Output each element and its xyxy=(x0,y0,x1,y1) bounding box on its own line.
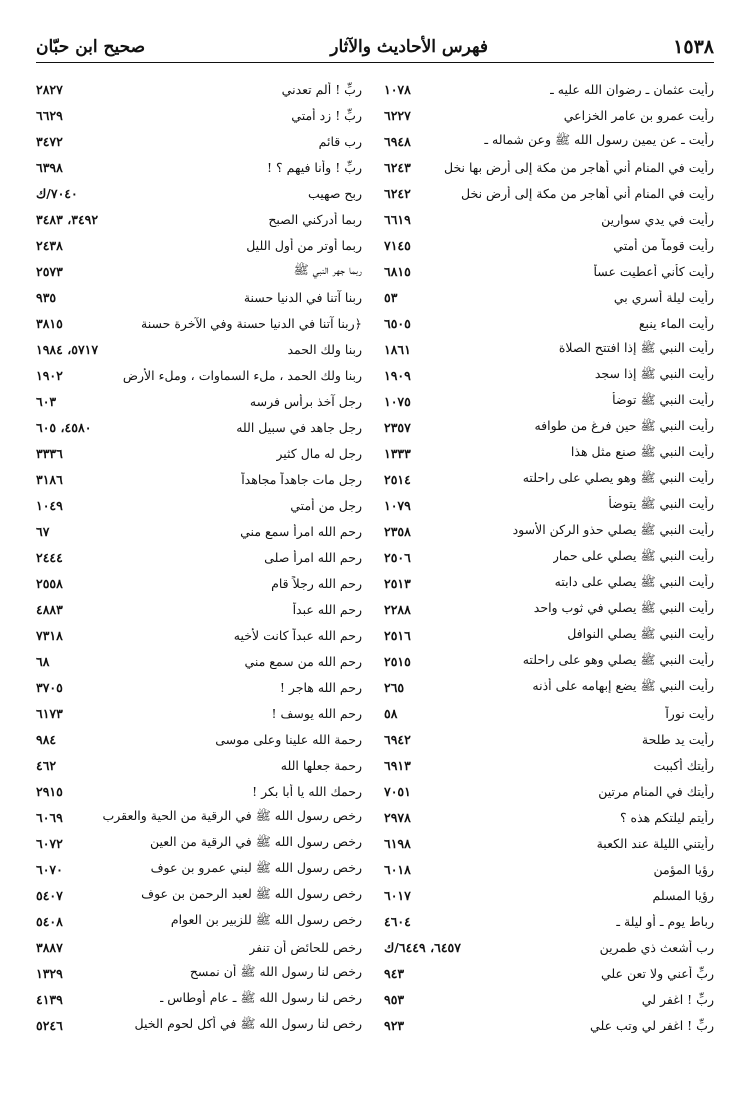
entry-number: ٦٠٧٢ xyxy=(36,835,63,851)
entry-number: ٣٣٣٦ xyxy=(36,445,63,461)
entry-text: رب أشعث ذي طمرين xyxy=(599,939,714,955)
entry-number: ٥٧١٧، ١٩٨٤ xyxy=(36,341,99,357)
entry-number: ٢٥١٦ xyxy=(384,627,411,643)
index-entry xyxy=(384,310,714,336)
entry-number: ٩٨٤ xyxy=(36,731,57,747)
entry-number: ٦١٩٨ xyxy=(384,835,411,851)
entry-text: رأيت النبي ﷺ صنع مثل هذا xyxy=(570,443,714,459)
entry-text: رأيت النبي ﷺ يضع إبهامه على أذنه xyxy=(532,677,714,693)
index-entry xyxy=(36,76,362,102)
index-entry xyxy=(384,258,714,284)
entry-text: ربِّ ! وأنا فيهم ؟ ! xyxy=(267,159,362,175)
entry-number: ٣٤٩٢، ٣٤٨٣ xyxy=(36,211,99,227)
index-entry xyxy=(36,882,362,908)
book-title: صحيح ابن حبّان xyxy=(36,37,146,57)
index-entry xyxy=(384,830,714,856)
right-index-column xyxy=(384,76,714,1038)
entry-number: ١٠٧٥ xyxy=(384,393,411,409)
index-entry xyxy=(384,570,714,596)
entry-number: ٩٢٣ xyxy=(384,1017,405,1033)
index-entry xyxy=(384,492,714,518)
entry-number: ٥٨ xyxy=(384,705,398,721)
entry-text: رحم الله امرأ سمع مني xyxy=(240,523,362,539)
entry-number: ١٣٢٩ xyxy=(36,965,63,981)
index-entry xyxy=(384,752,714,778)
entry-number: ٦٠١٨ xyxy=(384,861,411,877)
entry-text: رحم الله يوسف ! xyxy=(271,705,362,721)
entry-text: رؤيا المسلم xyxy=(652,887,714,903)
index-entry xyxy=(36,856,362,882)
entry-number: ٢٩١٥ xyxy=(36,783,63,799)
index-entry xyxy=(36,1012,362,1038)
entry-number: ٦٤٥٧، ٦٤٤٩/ك xyxy=(384,939,461,955)
entry-number: ٩٤٣ xyxy=(384,965,405,981)
index-entry xyxy=(36,206,362,232)
index-entry xyxy=(384,518,714,544)
entry-text: ربِّ أعني ولا تعن علي xyxy=(600,965,714,981)
header-divider xyxy=(36,62,714,63)
entry-text: رأيت عثمان ـ رضوان الله عليه ـ xyxy=(550,81,714,97)
index-entry xyxy=(36,830,362,856)
index-entry xyxy=(384,154,714,180)
entry-text: رأيت في المنام أني أهاجر من مكة إلى أرض بها نخل xyxy=(444,159,714,175)
entry-text: رأيت ـ عن يمين رسول الله ﷺ وعن شماله ـ xyxy=(484,131,714,147)
page-number: ١٥٣٨ xyxy=(673,36,714,58)
entry-text: ربما أدركني الصبح xyxy=(268,211,362,227)
index-entry xyxy=(36,778,362,804)
index-entry xyxy=(384,882,714,908)
entry-text: رحمة الله علينا وعلى موسى xyxy=(215,731,362,747)
index-title: فهرس الأحاديث والآثار xyxy=(330,37,489,57)
entry-text: رأيت نوراً xyxy=(665,705,714,721)
index-entry xyxy=(384,960,714,986)
index-entry xyxy=(384,596,714,622)
entry-number: ١٩٠٩ xyxy=(384,367,411,383)
index-entry xyxy=(36,804,362,830)
entry-text: ربنا ولك الحمد ، ملء السماوات ، وملء الأرض xyxy=(122,367,362,383)
entry-text: رحم الله هاجر ! xyxy=(279,679,362,695)
entry-text: رأيت النبي ﷺ يصلي على حمار xyxy=(552,547,714,563)
entry-number: ٤٦٠٤ xyxy=(384,913,411,929)
index-entry xyxy=(36,570,362,596)
index-entry xyxy=(36,648,362,674)
index-entry xyxy=(36,102,362,128)
entry-number: ٦٩٤٢ xyxy=(384,731,411,747)
entry-text: رخص لنا رسول الله ﷺ في أكل لحوم الخيل xyxy=(134,1015,362,1031)
entry-number: ٦٣٩٨ xyxy=(36,159,63,175)
entry-number: ١٠٤٩ xyxy=(36,497,63,513)
index-entry xyxy=(384,934,714,960)
entry-number: ١٠٧٩ xyxy=(384,497,411,513)
index-entry xyxy=(36,934,362,960)
index-entry xyxy=(384,778,714,804)
entry-text: رجل من أمتي xyxy=(290,497,362,513)
index-entry xyxy=(36,310,362,336)
entry-text: رخص رسول الله ﷺ لبني عمرو بن عوف xyxy=(150,859,362,875)
entry-number: ٢٣٥٨ xyxy=(384,523,411,539)
index-entry xyxy=(36,960,362,986)
entry-text: رأيت في المنام أني أهاجر من مكة إلى أرض نخل xyxy=(461,185,714,201)
entry-number: ٧١٤٥ xyxy=(384,237,411,253)
entry-text: ربِّ ! اغفر لي xyxy=(641,991,714,1007)
entry-text: رخص رسول الله ﷺ في الرقية من الحية والعقرب xyxy=(102,807,362,823)
entry-number: ٧٠٥١ xyxy=(384,783,411,799)
index-entry xyxy=(36,154,362,180)
page-header xyxy=(36,34,714,60)
index-entry xyxy=(36,180,362,206)
entry-text: رأيت النبي ﷺ إذا افتتح الصلاة xyxy=(558,339,714,355)
index-entry xyxy=(36,128,362,154)
index-entry xyxy=(384,128,714,154)
index-entry xyxy=(36,752,362,778)
entry-text: رحم الله عبداً xyxy=(292,601,362,617)
index-entry xyxy=(36,362,362,388)
entry-number: ٢٤٣٨ xyxy=(36,237,63,253)
entry-text: رأيتني الليلة عند الكعبة xyxy=(596,835,714,851)
entry-number: ٥٢٤٦ xyxy=(36,1017,63,1033)
entry-text: رخص رسول الله ﷺ لعبد الرحمن بن عوف xyxy=(141,885,362,901)
index-entry xyxy=(384,206,714,232)
entry-number: ١٠٧٨ xyxy=(384,81,411,97)
index-entry xyxy=(384,336,714,362)
entry-text: رجل آخذ برأس فرسه xyxy=(249,393,362,409)
entry-number: ٣١٨٦ xyxy=(36,471,63,487)
index-entry xyxy=(36,518,362,544)
entry-number: ٢٥١٣ xyxy=(384,575,411,591)
entry-text: رخص رسول الله ﷺ في الرقية من العين xyxy=(150,833,362,849)
entry-number: ١٣٣٣ xyxy=(384,445,411,461)
entry-number: ٤٥٨٠، ٦٠٥ xyxy=(36,419,92,435)
entry-text: رحم الله امرأ صلى xyxy=(264,549,362,565)
index-entry xyxy=(36,596,362,622)
index-entry xyxy=(36,414,362,440)
index-entry xyxy=(384,388,714,414)
entry-number: ٢٦٥ xyxy=(384,679,405,695)
entry-number: ٦٢٤٢ xyxy=(384,185,411,201)
entry-text: رأيت ليلة أسري بي xyxy=(613,289,714,305)
entry-text: رجل له مال كثير xyxy=(276,445,362,461)
entry-text: رخص رسول الله ﷺ للزبير بن العوام xyxy=(170,911,362,927)
entry-number: ٦٦١٩ xyxy=(384,211,411,227)
entry-text: رأيت يد طلحة xyxy=(641,731,714,747)
index-entry xyxy=(384,986,714,1012)
index-entry xyxy=(384,414,714,440)
entry-text: رأيت النبي ﷺ يصلي في ثوب واحد xyxy=(533,599,714,615)
entry-number: ٢٥١٤ xyxy=(384,471,411,487)
entry-text: رؤيا المؤمن xyxy=(653,861,714,877)
index-entry xyxy=(36,336,362,362)
entry-text: رخص لنا رسول الله ﷺ ـ عام أوطاس ـ xyxy=(159,989,362,1005)
index-entry xyxy=(36,232,362,258)
entry-number: ٧٠٤٠/ك xyxy=(36,185,78,201)
entry-text: ربما جهر النبي ﷺ xyxy=(293,261,362,277)
entry-text: ﴿ربنا آتنا في الدنيا حسنة وفي الآخرة حسنة xyxy=(141,315,362,331)
entry-text: رأيت في يدي سوارين xyxy=(601,211,714,227)
entry-text: رحم الله رجلاً قام xyxy=(271,575,362,591)
entry-text: ربنا آتنا في الدنيا حسنة xyxy=(243,289,362,305)
entry-text: ربنا ولك الحمد xyxy=(287,341,362,357)
index-entry xyxy=(384,674,714,700)
index-entry xyxy=(36,466,362,492)
entry-number: ٢٨٢٧ xyxy=(36,81,63,97)
entry-number: ٦٠١٧ xyxy=(384,887,411,903)
index-entry xyxy=(384,856,714,882)
entry-number: ١٩٠٢ xyxy=(36,367,63,383)
entry-number: ٢٤٤٤ xyxy=(36,549,63,565)
index-entry xyxy=(384,700,714,726)
index-entry xyxy=(36,388,362,414)
entry-text: رخص للحائض أن تنفر xyxy=(249,939,362,955)
entry-text: ربِّ ! زد أمتي xyxy=(291,107,362,123)
entry-text: رأيت النبي ﷺ وهو يصلي على راحلته xyxy=(522,469,714,485)
entry-number: ٦٩١٣ xyxy=(384,757,411,773)
entry-text: رحمة جعلها الله xyxy=(280,757,362,773)
entry-text: رباط يوم ـ أو ليلة ـ xyxy=(616,913,714,929)
index-entry xyxy=(384,362,714,388)
entry-number: ٩٣٥ xyxy=(36,289,57,305)
entry-text: رأيت النبي ﷺ توضأ xyxy=(612,391,714,407)
entry-number: ٦٨١٥ xyxy=(384,263,411,279)
index-entry xyxy=(36,284,362,310)
index-entry xyxy=(36,986,362,1012)
entry-number: ٦٨ xyxy=(36,653,50,669)
index-entry xyxy=(36,700,362,726)
index-entry xyxy=(36,440,362,466)
entry-number: ٦٢٤٣ xyxy=(384,159,411,175)
entry-text: رأيت النبي ﷺ حين فرغ من طوافه xyxy=(534,417,714,433)
entry-number: ٥٤٠٧ xyxy=(36,887,63,903)
entry-text: ربما أوتر من أول الليل xyxy=(246,237,362,253)
index-entry xyxy=(384,544,714,570)
entry-text: رأيت النبي ﷺ يصلي وهو على راحلته xyxy=(522,651,714,667)
index-entry xyxy=(384,466,714,492)
entry-text: رأيت عمرو بن عامر الخزاعي xyxy=(563,107,714,123)
entry-number: ٣٨١٥ xyxy=(36,315,63,331)
index-entry xyxy=(36,908,362,934)
entry-number: ٤٦٢ xyxy=(36,757,57,773)
entry-text: رحمك الله يا أبا بكر ! xyxy=(252,783,362,799)
index-entry xyxy=(384,804,714,830)
index-entry xyxy=(384,908,714,934)
entry-text: رأيتم ليلتكم هذه ؟ xyxy=(619,809,714,825)
entry-text: رخص لنا رسول الله ﷺ أن نمسح xyxy=(189,963,362,979)
entry-number: ٤١٣٩ xyxy=(36,991,63,1007)
entry-text: رب قائم xyxy=(318,133,362,149)
entry-number: ٢٥٧٣ xyxy=(36,263,63,279)
entry-number: ٩٥٣ xyxy=(384,991,405,1007)
entry-number: ٦٥٠٥ xyxy=(384,315,411,331)
index-entry xyxy=(384,726,714,752)
entry-text: ربح صهيب xyxy=(308,185,362,201)
entry-text: رجل جاهد في سبيل الله xyxy=(236,419,362,435)
entry-text: رأيت النبي ﷺ يصلي على دابته xyxy=(554,573,714,589)
entry-number: ٣٤٧٢ xyxy=(36,133,63,149)
entry-text: رأيت النبي ﷺ يصلي حذو الركن الأسود xyxy=(512,521,714,537)
entry-text: رأيت النبي ﷺ إذا سجد xyxy=(594,365,714,381)
index-entry xyxy=(36,674,362,700)
index-entry xyxy=(36,492,362,518)
index-entry xyxy=(384,180,714,206)
index-entry xyxy=(384,440,714,466)
entry-number: ٦٦٢٩ xyxy=(36,107,63,123)
entry-number: ٢٥١٥ xyxy=(384,653,411,669)
entry-number: ٢٢٨٨ xyxy=(384,601,411,617)
left-index-column xyxy=(36,76,362,1038)
index-entry xyxy=(384,648,714,674)
index-entry xyxy=(384,284,714,310)
entry-number: ٢٥٥٨ xyxy=(36,575,63,591)
entry-text: رأيتك أكببت xyxy=(653,757,714,773)
entry-number: ٥٣ xyxy=(384,289,398,305)
entry-number: ٦٠٦٩ xyxy=(36,809,63,825)
index-entry xyxy=(384,1012,714,1038)
index-entry xyxy=(36,726,362,752)
entry-number: ٦٧ xyxy=(36,523,50,539)
entry-number: ٦٢٢٧ xyxy=(384,107,411,123)
entry-number: ٦٠٧٠ xyxy=(36,861,63,877)
entry-text: ربِّ ! ألم تعدني xyxy=(281,81,362,97)
entry-number: ٣٨٨٧ xyxy=(36,939,63,955)
entry-text: رحم الله عبداً كانت لأخيه xyxy=(233,627,362,643)
entry-number: ٥٤٠٨ xyxy=(36,913,63,929)
index-entry xyxy=(36,544,362,570)
entry-text: ربِّ ! اغفر لي وتب علي xyxy=(590,1017,714,1033)
entry-text: رأيتك في المنام مرتين xyxy=(598,783,714,799)
index-entry xyxy=(384,76,714,102)
entry-number: ٢٥٠٦ xyxy=(384,549,411,565)
index-entry xyxy=(384,622,714,648)
entry-number: ٢٩٧٨ xyxy=(384,809,411,825)
entry-number: ٣٧٠٥ xyxy=(36,679,63,695)
entry-text: رجل مات جاهداً مجاهداً xyxy=(241,471,362,487)
index-entry xyxy=(384,232,714,258)
index-entry xyxy=(36,258,362,284)
entry-number: ١٨٦١ xyxy=(384,341,411,357)
entry-number: ٢٣٥٧ xyxy=(384,419,411,435)
index-entry xyxy=(36,622,362,648)
index-entry xyxy=(384,102,714,128)
entry-number: ٦١٧٣ xyxy=(36,705,63,721)
entry-text: رأيت كأني أعطيت عساً xyxy=(593,263,714,279)
entry-text: رأيت قوماً من أمتي xyxy=(613,237,714,253)
entry-text: رحم الله من سمع مني xyxy=(244,653,362,669)
entry-number: ٧٣١٨ xyxy=(36,627,63,643)
entry-text: رأيت الماء ينبع xyxy=(638,315,714,331)
entry-text: رأيت النبي ﷺ يتوضأ xyxy=(608,495,714,511)
entry-number: ٤٨٨٣ xyxy=(36,601,63,617)
entry-number: ٦٩٤٨ xyxy=(384,133,411,149)
entry-text: رأيت النبي ﷺ يصلي النوافل xyxy=(567,625,714,641)
entry-number: ٦٠٣ xyxy=(36,393,57,409)
